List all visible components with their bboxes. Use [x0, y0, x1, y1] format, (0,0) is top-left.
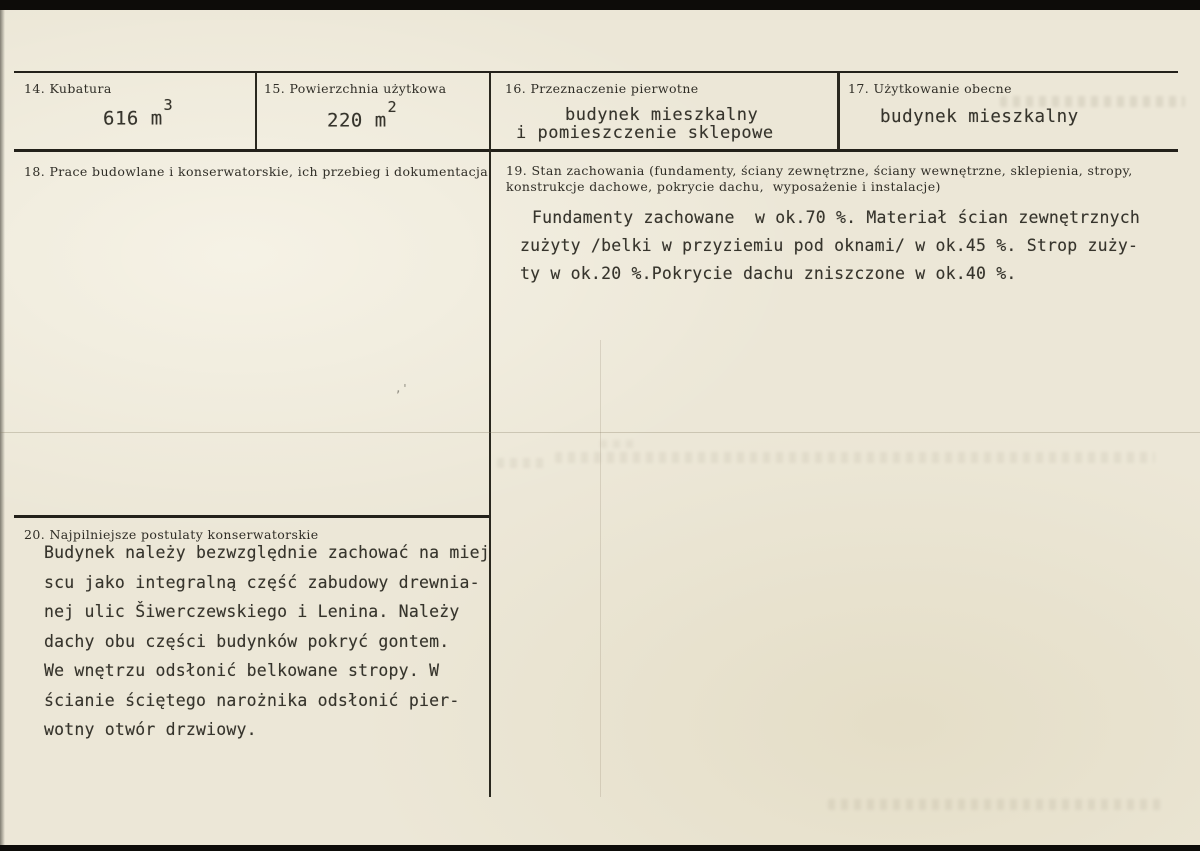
field20-label: 20. Najpilniejsze postulaty konserwatorskie — [24, 527, 319, 542]
divider-f16-f17 — [837, 73, 840, 150]
field19-text-line: zużyty /belki w przyziemiu pod oknami/ w ok.45 %. Strop zuży- — [520, 236, 1139, 255]
field20-text-line: nej ulic Šiwerczewskiego i Lenina. Należy — [44, 602, 460, 621]
scan-bottom-bar — [0, 845, 1200, 851]
field20-text-block — [44, 538, 490, 745]
field15-label: 15. Powierzchnia użytkowa — [264, 81, 447, 96]
field20-text-line: Budynek należy bezwzględnie zachować na miej — [44, 543, 490, 562]
bleedthrough-smudge — [555, 452, 1155, 463]
fold-crease-vertical — [600, 340, 601, 797]
field20-text-line: dachy obu części budynków pokryć gontem. — [44, 631, 450, 651]
field14-value — [103, 96, 174, 130]
field15-value — [327, 98, 398, 132]
field15-value-sup: 2 — [387, 98, 398, 117]
field20-text-line: We wnętrzu odsłonić belkowane stropy. W — [44, 661, 440, 680]
field16-value-line2: i pomieszczenie sklepowe — [516, 123, 774, 143]
field17-label: 17. Użytkowanie obecne — [848, 81, 1012, 96]
field16-label: 16. Przeznaczenie pierwotne — [505, 81, 699, 96]
field19-label-line1: 19. Stan zachowania (fundamenty, ściany zewnętrzne, ściany wewnętrzne, sklepienia, stropy, — [506, 163, 1133, 178]
bleedthrough-smudge — [1000, 96, 1185, 107]
scan-left-edge-shadow — [0, 10, 5, 845]
bleedthrough-smudge — [497, 458, 547, 468]
bleedthrough-smudge — [600, 440, 635, 448]
divider-f14-f15 — [255, 73, 257, 149]
rule-top — [14, 71, 1178, 73]
scan-top-bar — [0, 0, 1200, 10]
field20-text-line: ścianie ściętego narożnika odsłonić pier- — [44, 690, 460, 710]
field20-text-line: wotny otwór drzwiowy. — [44, 720, 257, 739]
field19-text-block — [520, 204, 1140, 288]
field16-value-line1: budynek mieszkalny — [565, 105, 759, 125]
rule-below-header-row — [14, 149, 1178, 152]
stray-mark: ,' — [395, 382, 409, 395]
field15-value-text: 220 m — [327, 109, 387, 132]
field19-text-line: ty w ok.20 %.Pokrycie dachu zniszczone w ok.40 %. — [520, 264, 1017, 283]
field19-text-line: Fundamenty zachowane w ok.70 %. Materiał ścian zewnętrznych — [532, 208, 1141, 227]
field20-text-line: scu jako integralną część zabudowy drewnia- — [44, 572, 480, 592]
field17-value: budynek mieszkalny — [880, 107, 1079, 127]
field14-value-sup: 3 — [163, 96, 174, 115]
field18-label: 18. Prace budowlane i konserwatorskie, ich przebieg i dokumentacja — [24, 164, 489, 179]
bleedthrough-smudge — [828, 799, 1163, 810]
field19-label-line2: konstrukcje dachowe, pokrycie dachu, wyposażenie i instalacje) — [506, 179, 941, 194]
field14-value-text: 616 m — [103, 107, 163, 130]
rule-above-field20 — [14, 515, 490, 518]
field14-label: 14. Kubatura — [24, 81, 112, 96]
